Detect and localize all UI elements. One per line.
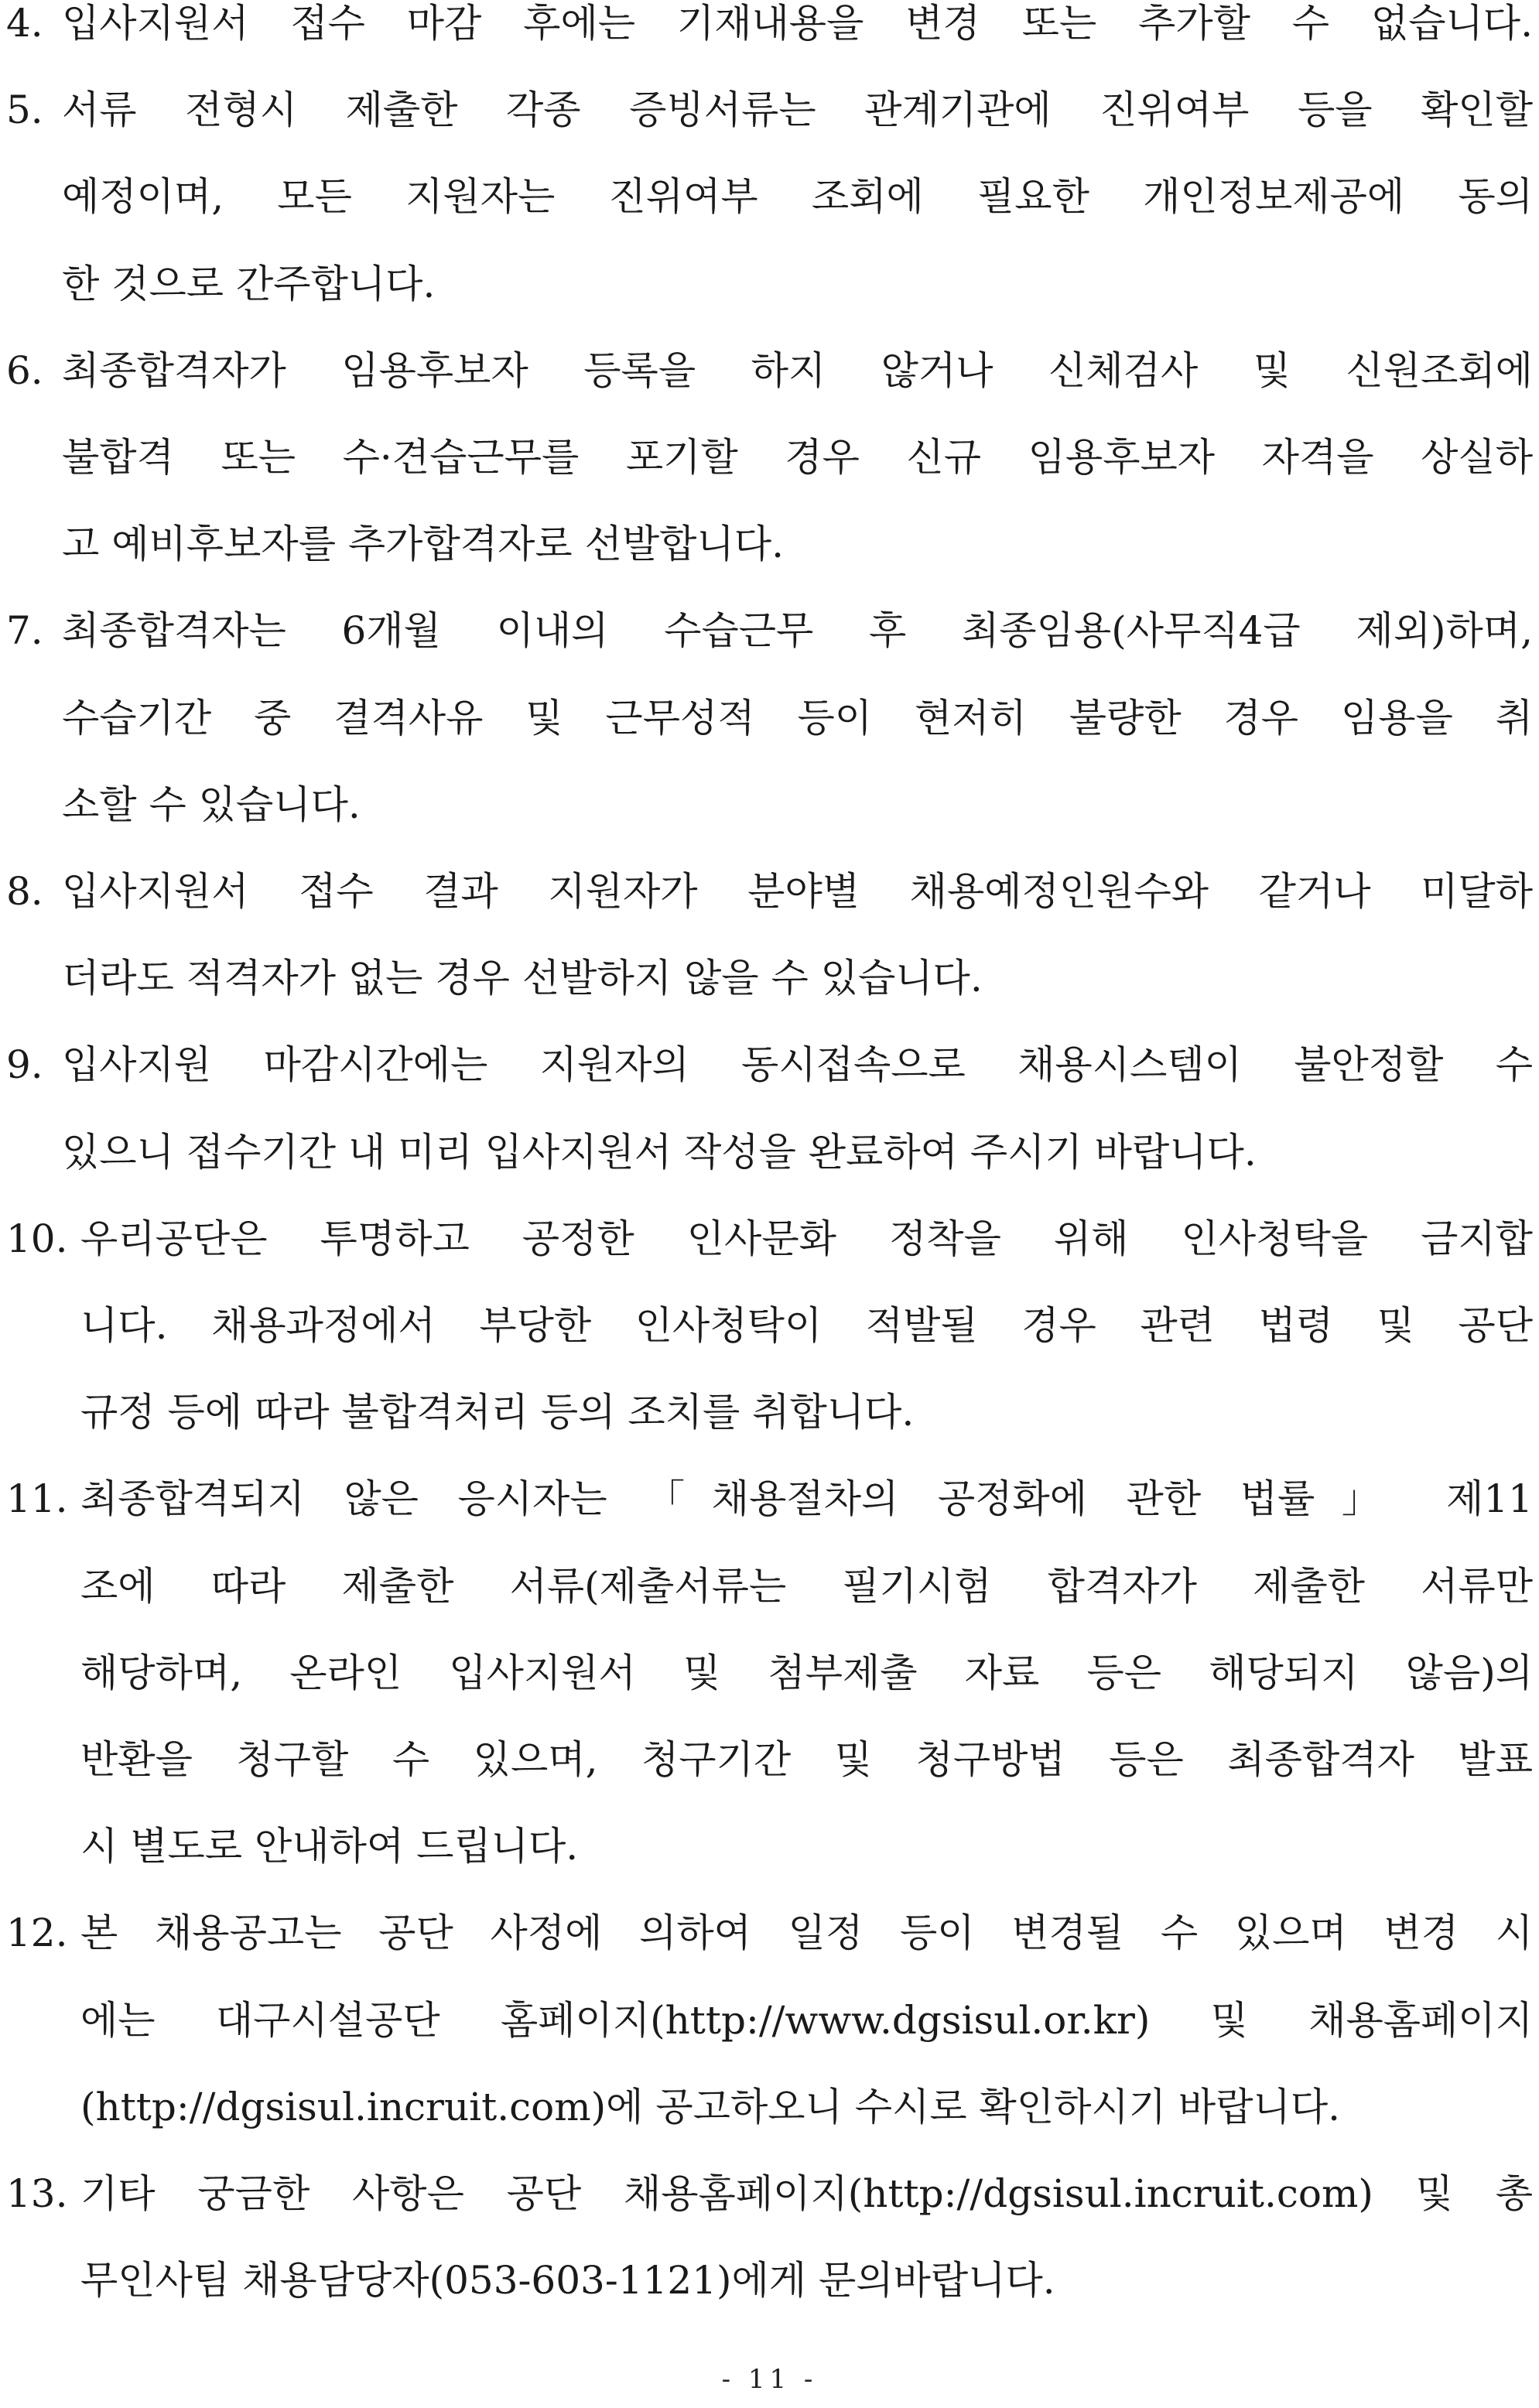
list-item-number: 9.: [6, 1042, 43, 1088]
list-item-text-line: 시 별도로 안내하여 드립니다.: [80, 1824, 579, 1869]
list-item-number: 4.: [6, 1, 43, 46]
list-item-text-line: 기타 궁금한 사항은 공단 채용홈페이지(http://dgsisul.incruit.com) 및 총: [80, 2171, 1533, 2216]
list-item-number: 11.: [6, 1476, 68, 1522]
list-item-text-line: 무인사팀 채용담당자(053-603-1121)에게 문의바랍니다.: [80, 2258, 1055, 2304]
list-item-text-line: 최종합격자는 6개월 이내의 수습근무 후 최종임용(사무직4급 제외)하며,: [62, 608, 1533, 654]
list-item-text-line: 예정이며, 모든 지원자는 진위여부 조회에 필요한 개인정보제공에 동의: [62, 174, 1533, 220]
list-item-text-line: 니다. 채용과정에서 부당한 인사청탁이 적발될 경우 관련 법령 및 공단: [80, 1303, 1533, 1348]
list-item-text-line: 최종합격자가 임용후보자 등록을 하지 않거나 신체검사 및 신원조회에: [62, 347, 1533, 393]
list-item-text-line: 에는 대구시설공단 홈페이지(http://www.dgsisul.or.kr) 및 채용홈페이지: [80, 1997, 1533, 2043]
list-item-number: 5.: [6, 87, 43, 133]
list-item-text-line: 더라도 적격자가 없는 경우 선발하지 않을 수 있습니다.: [62, 956, 983, 1001]
list-item-text-line: 해당하며, 온라인 입사지원서 및 첨부제출 자료 등은 해당되지 않음)의: [80, 1650, 1533, 1695]
page-number: - 11 -: [721, 2364, 818, 2395]
list-item-number: 10.: [6, 1216, 68, 1261]
list-item-text-line: 본 채용공고는 공단 사정에 의하여 일정 등이 변경될 수 있으며 변경 시: [80, 1910, 1533, 1956]
list-item-text-line: 한 것으로 간주합니다.: [62, 261, 436, 306]
list-item-text-line: 우리공단은 투명하고 공정한 인사문화 정착을 위해 인사청탁을 금지합: [80, 1216, 1533, 1261]
list-item-number: 13.: [6, 2171, 68, 2216]
list-item-text-line: 반환을 청구할 수 있으며, 청구기간 및 청구방법 등은 최종합격자 발표: [80, 1737, 1533, 1782]
list-item-text-line: 있으니 접수기간 내 미리 입사지원서 작성을 완료하여 주시기 바랍니다.: [62, 1129, 1257, 1175]
list-item-number: 12.: [6, 1910, 68, 1956]
list-item-text-line: 입사지원 마감시간에는 지원자의 동시접속으로 채용시스템이 불안정할 수: [62, 1042, 1533, 1088]
list-item-text-line: 고 예비후보자를 추가합격자로 선발합니다.: [62, 522, 784, 567]
list-item-number: 8.: [6, 869, 43, 914]
list-item-text-line: 소할 수 있습니다.: [62, 782, 361, 827]
list-item-number: 7.: [6, 608, 43, 654]
list-item-text-line: 수습기간 중 결격사유 및 근무성적 등이 현저히 불량한 경우 임용을 취: [62, 695, 1533, 741]
list-item-text-line: 조에 따라 제출한 서류(제출서류는 필기시험 합격자가 제출한 서류만: [80, 1563, 1533, 1609]
list-item-text-line: 입사지원서 접수 결과 지원자가 분야별 채용예정인원수와 같거나 미달하: [62, 869, 1533, 914]
list-item-text-line: (http://dgsisul.incruit.com)에 공고하오니 수시로 확인하시기 바랍니다.: [80, 2084, 1341, 2129]
list-item-text-line: 최종합격되지 않은 응시자는 「채용절차의 공정화에 관한 법률」 제11: [80, 1476, 1533, 1522]
list-item-text-line: 규정 등에 따라 불합격처리 등의 조치를 취합니다.: [80, 1390, 915, 1435]
list-item-text-line: 서류 전형시 제출한 각종 증빙서류는 관계기관에 진위여부 등을 확인할: [62, 87, 1533, 133]
list-item-text-line: 불합격 또는 수·견습근무를 포기할 경우 신규 임용후보자 자격을 상실하: [62, 435, 1533, 480]
list-item-number: 6.: [6, 347, 43, 393]
list-item-text-line: 입사지원서 접수 마감 후에는 기재내용을 변경 또는 추가할 수 없습니다.: [62, 1, 1533, 46]
